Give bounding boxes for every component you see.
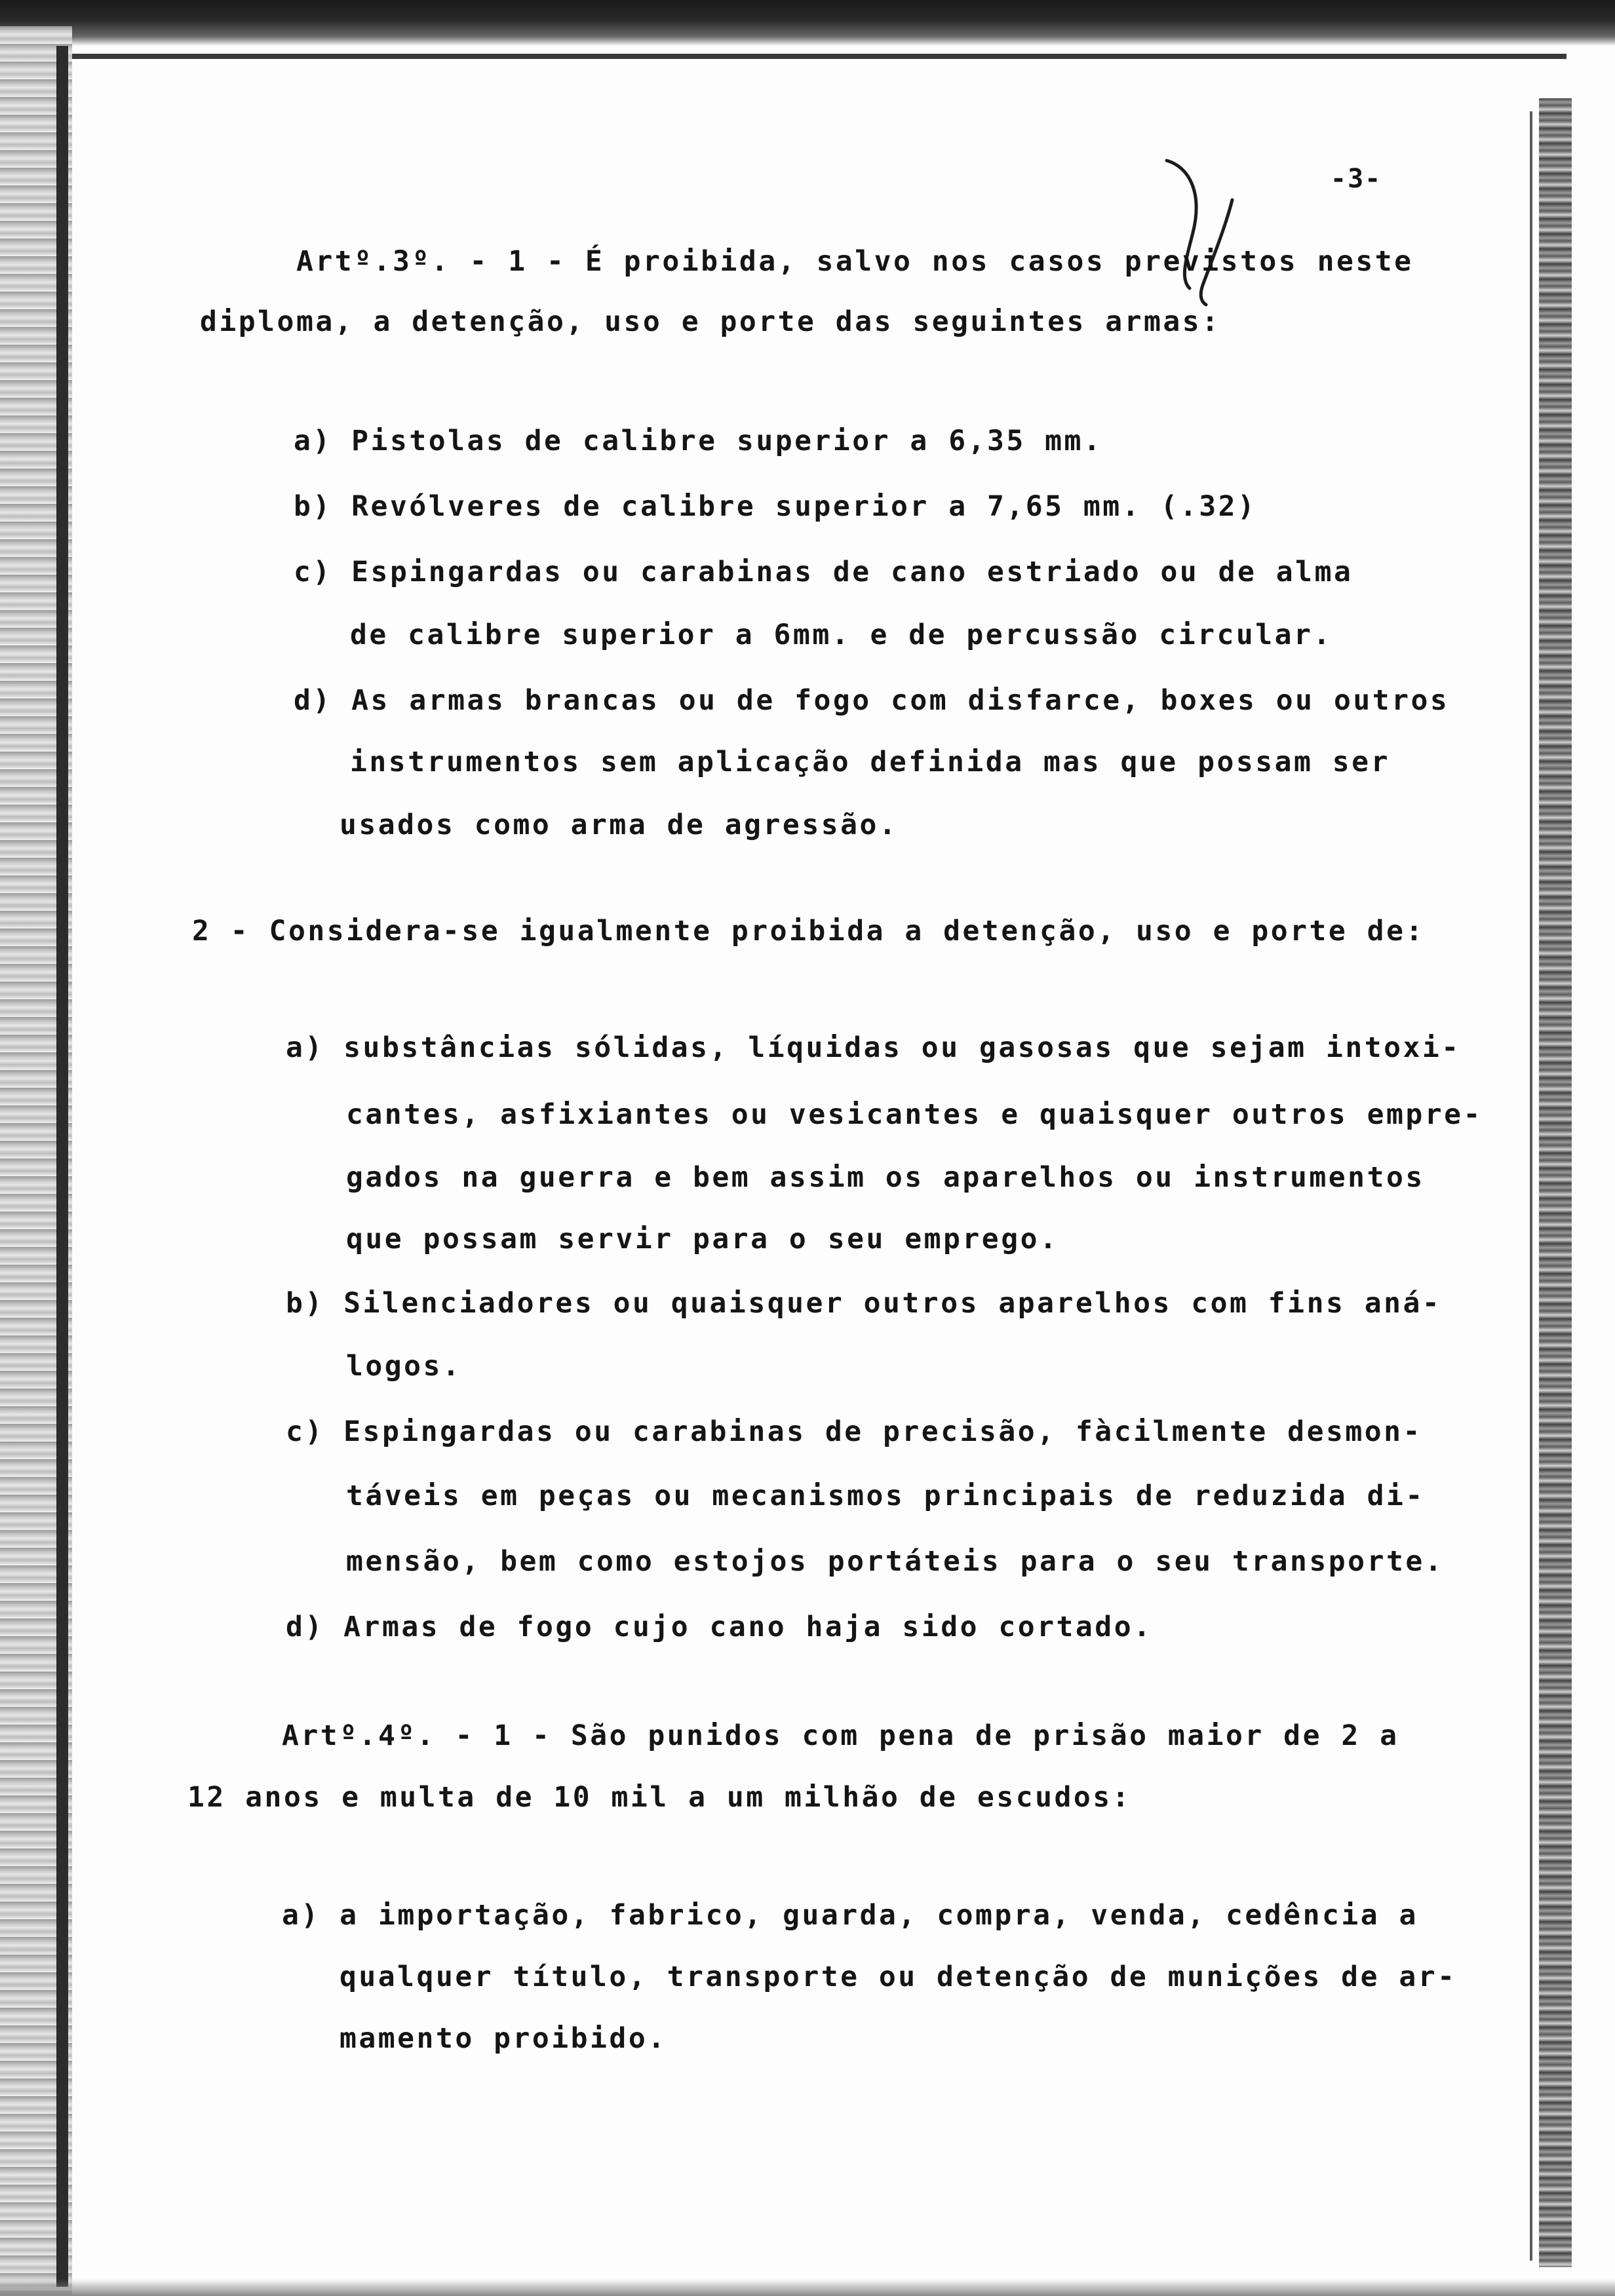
text-line: Artº.4º. - 1 - São punidos com pena de prisão maior de 2 a bbox=[282, 1719, 1399, 1752]
scan-shadow-top bbox=[0, 0, 1615, 46]
text-line: a) a importação, fabrico, guarda, compra, venda, cedência a bbox=[282, 1899, 1418, 1932]
text-line: que possam servir para o seu emprego. bbox=[346, 1223, 1059, 1255]
text-line: de calibre superior a 6mm. e de percussão circular. bbox=[350, 619, 1333, 651]
text-line: d) As armas brancas ou de fogo com disfarce, boxes ou outros bbox=[294, 684, 1450, 717]
text-line: c) Espingardas ou carabinas de precisão, fàcilmente desmon- bbox=[286, 1415, 1422, 1448]
text-line: b) Revólveres de calibre superior a 7,65 mm. (.32) bbox=[294, 490, 1257, 523]
text-line: mensão, bem como estojos portáteis para o seu transporte. bbox=[346, 1545, 1445, 1578]
text-line: logos. bbox=[346, 1350, 462, 1383]
text-line: Artº.3º. - 1 - É proibida, salvo nos casos previstos neste bbox=[296, 245, 1414, 278]
text-line: mamento proibido. bbox=[340, 2022, 667, 2055]
text-line: a) Pistolas de calibre superior a 6,35 mm. bbox=[294, 425, 1103, 457]
text-line: qualquer título, transporte ou detenção de munições de ar- bbox=[340, 1961, 1457, 1993]
scan-edge-line bbox=[39, 54, 1566, 59]
text-line: gados na guerra e bem assim os aparelhos ou instrumentos bbox=[346, 1161, 1425, 1194]
text-line: b) Silenciadores ou quaisquer outros aparelhos com fins aná- bbox=[286, 1287, 1442, 1320]
text-line: instrumentos sem aplicação definida mas que possam ser bbox=[350, 746, 1390, 778]
text-line: 2 - Considera-se igualmente proibida a detenção, uso e porte de: bbox=[192, 915, 1425, 947]
text-line: táveis em peças ou mecanismos principais de reduzida di- bbox=[346, 1480, 1425, 1512]
scan-shadow-right bbox=[1539, 98, 1572, 2267]
text-line: diploma, a detenção, uso e porte das seguintes armas: bbox=[200, 305, 1221, 338]
text-line: cantes, asfixiantes ou vesicantes e quaisquer outros empre- bbox=[346, 1098, 1483, 1131]
scan-edge-left bbox=[56, 46, 68, 2287]
text-line: a) substâncias sólidas, líquidas ou gasosas que sejam intoxi- bbox=[286, 1031, 1461, 1064]
text-line: c) Espingardas ou carabinas de cano estriado ou de alma bbox=[294, 556, 1353, 588]
text-line: usados como arma de agressão. bbox=[340, 809, 899, 841]
page-number: -3- bbox=[1331, 164, 1382, 194]
text-line: 12 anos e multa de 10 mil a um milhão de escudos: bbox=[187, 1781, 1132, 1814]
text-line: d) Armas de fogo cujo cano haja sido cortado. bbox=[286, 1611, 1153, 1643]
handwritten-initial-mark bbox=[1154, 147, 1265, 318]
scan-edge-right bbox=[1530, 111, 1532, 2261]
scan-shadow-bottom bbox=[0, 2279, 1615, 2296]
